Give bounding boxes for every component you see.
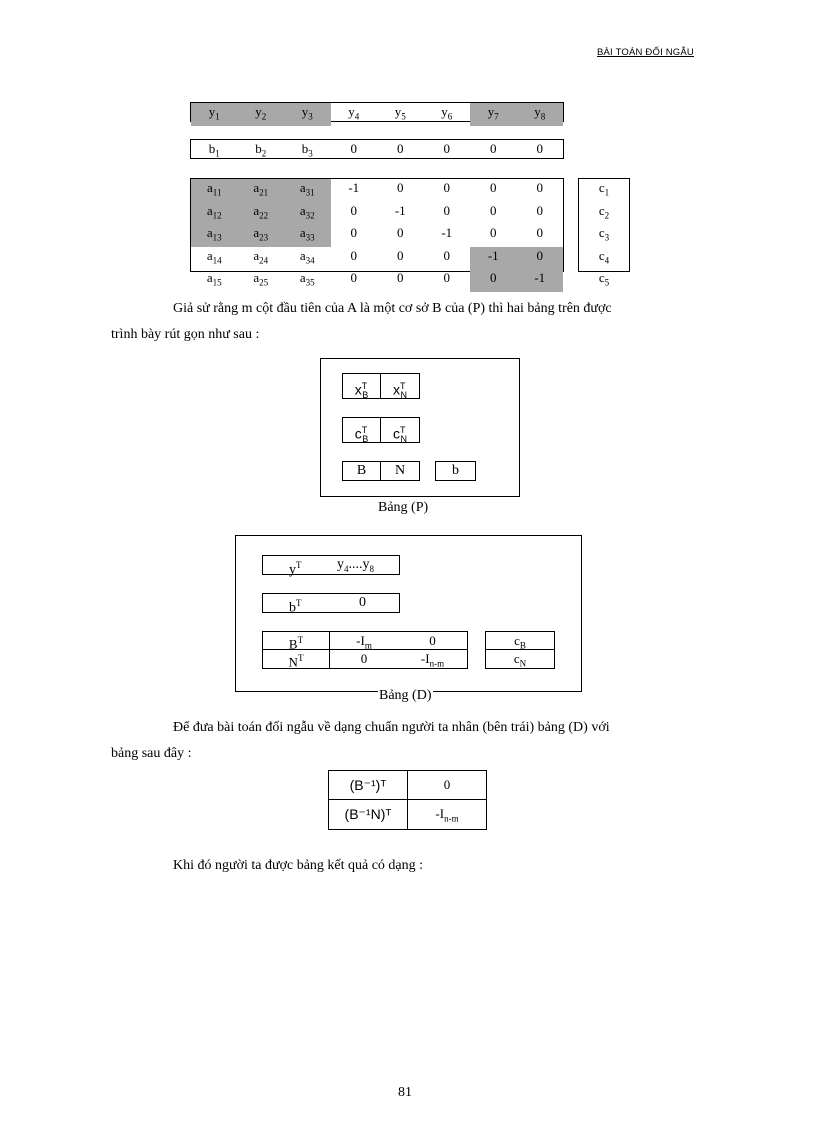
cN-cell [486, 650, 554, 668]
matrix-cell [238, 179, 285, 202]
cell-base: 0 [536, 202, 543, 218]
matrix-cell [331, 269, 378, 292]
B-cell: B [342, 461, 381, 481]
table-d-frame [235, 535, 582, 692]
cell-subscript: 12 [212, 210, 222, 221]
x-symbol: x [393, 381, 400, 398]
xB-cell [342, 373, 381, 399]
cN-cell [380, 417, 420, 443]
bT-label [289, 594, 302, 618]
BN-matrix [262, 631, 468, 669]
y-cell [191, 103, 238, 126]
cell-base: 0 [536, 247, 543, 263]
transpose-mark: T [297, 653, 304, 663]
cell-subscript: 8 [540, 111, 546, 122]
NT-cell [263, 650, 330, 668]
c-cell [579, 202, 629, 225]
y-cell [238, 103, 285, 126]
cB-cell [486, 632, 554, 650]
c-cell [579, 179, 629, 202]
b-symbol: b [289, 600, 296, 616]
cell-base: 0 [490, 141, 497, 156]
cost-column-c [578, 178, 630, 288]
paragraph-1-line-2: trình bày rút gọn như sau : [111, 327, 260, 342]
paragraph-3: Khi đó người ta được bảng kết quả có dạng : [173, 858, 424, 873]
subscript: m [364, 640, 372, 651]
c-symbol: c [513, 651, 520, 666]
y-cell [424, 103, 471, 126]
cell-base: 0 [443, 202, 450, 218]
cell-subscript: 22 [259, 210, 269, 221]
yT-row [262, 555, 400, 578]
matrix-cell [424, 247, 471, 270]
b-cell [517, 140, 564, 163]
ellipsis-y: ....y [348, 557, 370, 572]
matrix-cell [191, 269, 238, 292]
cell-base: y [487, 104, 495, 119]
cell-subscript: 2 [604, 210, 610, 221]
page-number: 81 [398, 1085, 412, 1100]
b-cell: b [435, 461, 476, 481]
cell-subscript: 5 [604, 277, 610, 288]
cell-base: 0 [350, 270, 357, 286]
cell-base: -1 [534, 270, 546, 286]
cell-base: c [598, 180, 605, 195]
b-cell [238, 140, 285, 163]
cell-base: -1 [394, 202, 406, 218]
cell-base: b [255, 141, 262, 156]
cell-base: 0 [490, 225, 497, 241]
B-symbol: B [288, 636, 298, 652]
cell-subscript: 7 [494, 111, 499, 122]
cell-base: 0 [397, 270, 404, 286]
cell-subscript: 4 [354, 111, 360, 122]
cell-base: 0 [443, 141, 450, 156]
cell-subscript: 13 [212, 232, 222, 243]
rhs-row-b [190, 139, 564, 159]
cell-base: y [441, 104, 448, 119]
matrix-cell [470, 269, 517, 292]
cell-subscript: 1 [215, 111, 220, 122]
cell-subscript: 4 [604, 255, 610, 266]
cell-subscript: 32 [305, 210, 315, 221]
cell-base: a [299, 225, 306, 241]
zero-cell: 0 [360, 651, 368, 666]
matrix-cell [238, 224, 285, 247]
transpose-mark: T [400, 381, 406, 391]
subscript: 8 [369, 563, 374, 574]
N-symbol: N [288, 654, 298, 670]
cell-subscript: 33 [305, 232, 315, 243]
paragraph-2-line-2: bảng sau đây : [111, 746, 192, 761]
transpose-mark: T [296, 560, 302, 570]
caption-table-d: Bảng (D) [379, 688, 432, 703]
cell-subscript: 1 [604, 187, 610, 198]
cell-base: 0 [397, 180, 404, 195]
y-cell [331, 103, 378, 126]
cell-base: c [598, 247, 605, 263]
BinvN-T-cell: (B⁻¹N)ᵀ [329, 800, 408, 829]
cell-base: 0 [490, 270, 497, 286]
cell-base: a [207, 180, 213, 195]
cell-base: a [253, 247, 260, 263]
matrix-cell [238, 202, 285, 225]
matrix-cell [517, 247, 564, 270]
cell-subscript: 14 [212, 255, 222, 266]
cell-subscript: 1 [215, 148, 220, 159]
cell-base: y [348, 104, 355, 119]
cell-base: 0 [536, 180, 543, 195]
cell-base: 0 [536, 225, 543, 241]
multiplier-table [328, 770, 487, 830]
cell-subscript: 21 [259, 187, 269, 198]
cell-base: 0 [350, 202, 357, 218]
cell-base: y [208, 104, 216, 119]
cell-base: 0 [350, 247, 357, 263]
cell-base: a [253, 180, 260, 195]
cell-subscript: 11 [212, 187, 222, 198]
subscript: B [362, 390, 369, 401]
c-cell [579, 247, 629, 270]
cell-subscript: 24 [259, 255, 269, 266]
cell-subscript: 3 [604, 232, 610, 243]
matrix-cell [191, 202, 238, 225]
cell-subscript: 2 [261, 111, 267, 122]
cell-base: 0 [490, 180, 497, 195]
cell-base: -1 [348, 180, 360, 195]
matrix-cell [424, 202, 471, 225]
bT-row [262, 593, 400, 616]
cell-base: a [253, 202, 260, 218]
matrix-cell [284, 269, 331, 292]
subscript: 4 [344, 563, 349, 574]
matrix-cell [331, 247, 378, 270]
cell-base: y [534, 104, 541, 119]
subscript: N [400, 434, 407, 445]
cell-base: c [598, 202, 605, 218]
matrix-cell [284, 202, 331, 225]
cell-subscript: 3 [308, 148, 313, 159]
y-cell [377, 103, 424, 126]
matrix-cell [377, 269, 424, 292]
page-header: BÀI TOÁN ĐỐI NGẪU [596, 47, 694, 58]
BT-cell [263, 632, 330, 650]
Binv-T-cell: (B⁻¹)ᵀ [329, 771, 408, 800]
y-symbol: y [289, 562, 296, 578]
matrix-cell [424, 269, 471, 292]
b-cell [331, 140, 378, 163]
matrix-cell [331, 202, 378, 225]
matrix-cell [424, 224, 471, 247]
matrix-cell [377, 202, 424, 225]
cell-base: 0 [397, 141, 404, 156]
cell-subscript: 31 [305, 187, 315, 198]
zero-cell: 0 [408, 771, 486, 800]
matrix-cell [238, 269, 285, 292]
cell-base: b [208, 141, 216, 156]
cell-base: a [253, 270, 260, 286]
matrix-cell [470, 224, 517, 247]
transpose-mark: T [361, 381, 368, 391]
paragraph-1 [111, 296, 701, 322]
cell-base: 0 [490, 202, 497, 218]
x-symbol: x [354, 381, 362, 398]
minus-I: -I [435, 806, 445, 821]
c-symbol: c [393, 425, 400, 442]
cell-base: a [206, 247, 213, 263]
cell-base: 0 [443, 180, 450, 195]
matrix-cell [284, 247, 331, 270]
cell-base: a [206, 270, 213, 286]
matrix-cell [517, 202, 564, 225]
c-symbol: c [514, 633, 520, 648]
subscript: N [519, 658, 527, 669]
yT-label [289, 556, 302, 580]
transpose-mark: T [361, 425, 368, 435]
cB-cell [342, 417, 381, 443]
cell-subscript: 2 [261, 148, 267, 159]
cell-subscript: 6 [447, 111, 453, 122]
variable-row-y [190, 102, 564, 122]
b-cell [284, 140, 331, 163]
b-cell [470, 140, 517, 163]
matrix-cell [517, 179, 564, 202]
matrix-cell [470, 202, 517, 225]
paragraph-2-line-1: Để đưa bài toán đối ngẫu về dạng chuẩn người ta nhân (bên trái) bảng (D) với [173, 720, 610, 735]
subscript: B [362, 434, 369, 445]
matrix-cell [191, 179, 238, 202]
matrix-cell [238, 247, 285, 270]
cell-subscript: 34 [305, 255, 315, 266]
subscript: n-m [444, 813, 459, 824]
cell-subscript: 23 [259, 232, 269, 243]
matrix-cell [191, 224, 238, 247]
constraint-matrix [190, 178, 564, 288]
cell-base: a [206, 202, 213, 218]
cell-subscript: 15 [212, 277, 222, 288]
cell-base: 0 [536, 141, 543, 156]
cell-base: a [299, 202, 306, 218]
cell-base: -1 [487, 247, 499, 263]
y-cell [284, 103, 331, 126]
cell-subscript: 3 [308, 111, 313, 122]
xN-cell [380, 373, 420, 399]
minus-Im-cell [330, 632, 398, 650]
caption-table-p: Bảng (P) [378, 500, 429, 515]
matrix-cell [470, 179, 517, 202]
y-cell [470, 103, 517, 126]
cell-base: a [253, 225, 260, 241]
minus-I: -I [356, 633, 365, 648]
cell-base: 0 [443, 270, 450, 286]
y-cell [517, 103, 564, 126]
c-symbol: c [354, 425, 362, 442]
b-cell [377, 140, 424, 163]
cell-base: -1 [441, 225, 453, 241]
subscript: N [400, 390, 407, 401]
minus-Inm-cell [398, 650, 467, 668]
matrix-cell [470, 247, 517, 270]
matrix-cell [191, 247, 238, 270]
cell-base: a [206, 225, 213, 241]
subscript: n-m [429, 658, 445, 669]
cell-base: a [299, 180, 306, 195]
cell-base: 0 [397, 247, 404, 263]
N-cell: N [380, 461, 420, 481]
matrix-cell [517, 224, 564, 247]
matrix-cell [377, 224, 424, 247]
cell-base: y [255, 104, 262, 119]
c-cell [579, 224, 629, 247]
cell-base: a [299, 270, 306, 286]
matrix-cell [284, 179, 331, 202]
matrix-cell [377, 179, 424, 202]
cell-base: 0 [397, 225, 404, 241]
minus-Inm-cell [408, 800, 486, 829]
cell-subscript: 25 [259, 277, 269, 288]
transpose-mark: T [297, 635, 304, 645]
cell-base: 0 [350, 141, 357, 156]
c-cell [579, 269, 629, 292]
cell-base: b [301, 141, 309, 156]
y-symbol: y [337, 557, 344, 572]
y4-y8-label [337, 556, 374, 578]
matrix-cell [284, 224, 331, 247]
transpose-mark: T [400, 425, 406, 435]
cell-subscript: 35 [305, 277, 315, 288]
c-vector [485, 631, 555, 669]
cell-base: 0 [350, 225, 357, 241]
zero-value: 0 [359, 595, 366, 610]
minus-I: -I [420, 651, 430, 666]
b-cell [191, 140, 238, 163]
cell-base: 0 [443, 247, 450, 263]
zero-cell: 0 [398, 632, 467, 650]
subscript: B [519, 640, 526, 651]
matrix-cell [377, 247, 424, 270]
b-cell [424, 140, 471, 163]
table-p-frame [320, 358, 520, 497]
cell-base: y [394, 104, 402, 119]
transpose-mark: T [296, 598, 302, 608]
matrix-cell [517, 269, 564, 292]
matrix-cell [424, 179, 471, 202]
matrix-cell [331, 179, 378, 202]
paragraph-1-line-1: Giả sử rằng m cột đầu tiên của A là một cơ sở B của (P) thì hai bảng trên được [173, 301, 612, 316]
cell-base: y [301, 104, 309, 119]
cell-subscript: 5 [401, 111, 406, 122]
cell-base: a [299, 247, 306, 263]
cell-base: c [598, 270, 605, 286]
matrix-cell [331, 224, 378, 247]
cell-base: c [598, 225, 605, 241]
